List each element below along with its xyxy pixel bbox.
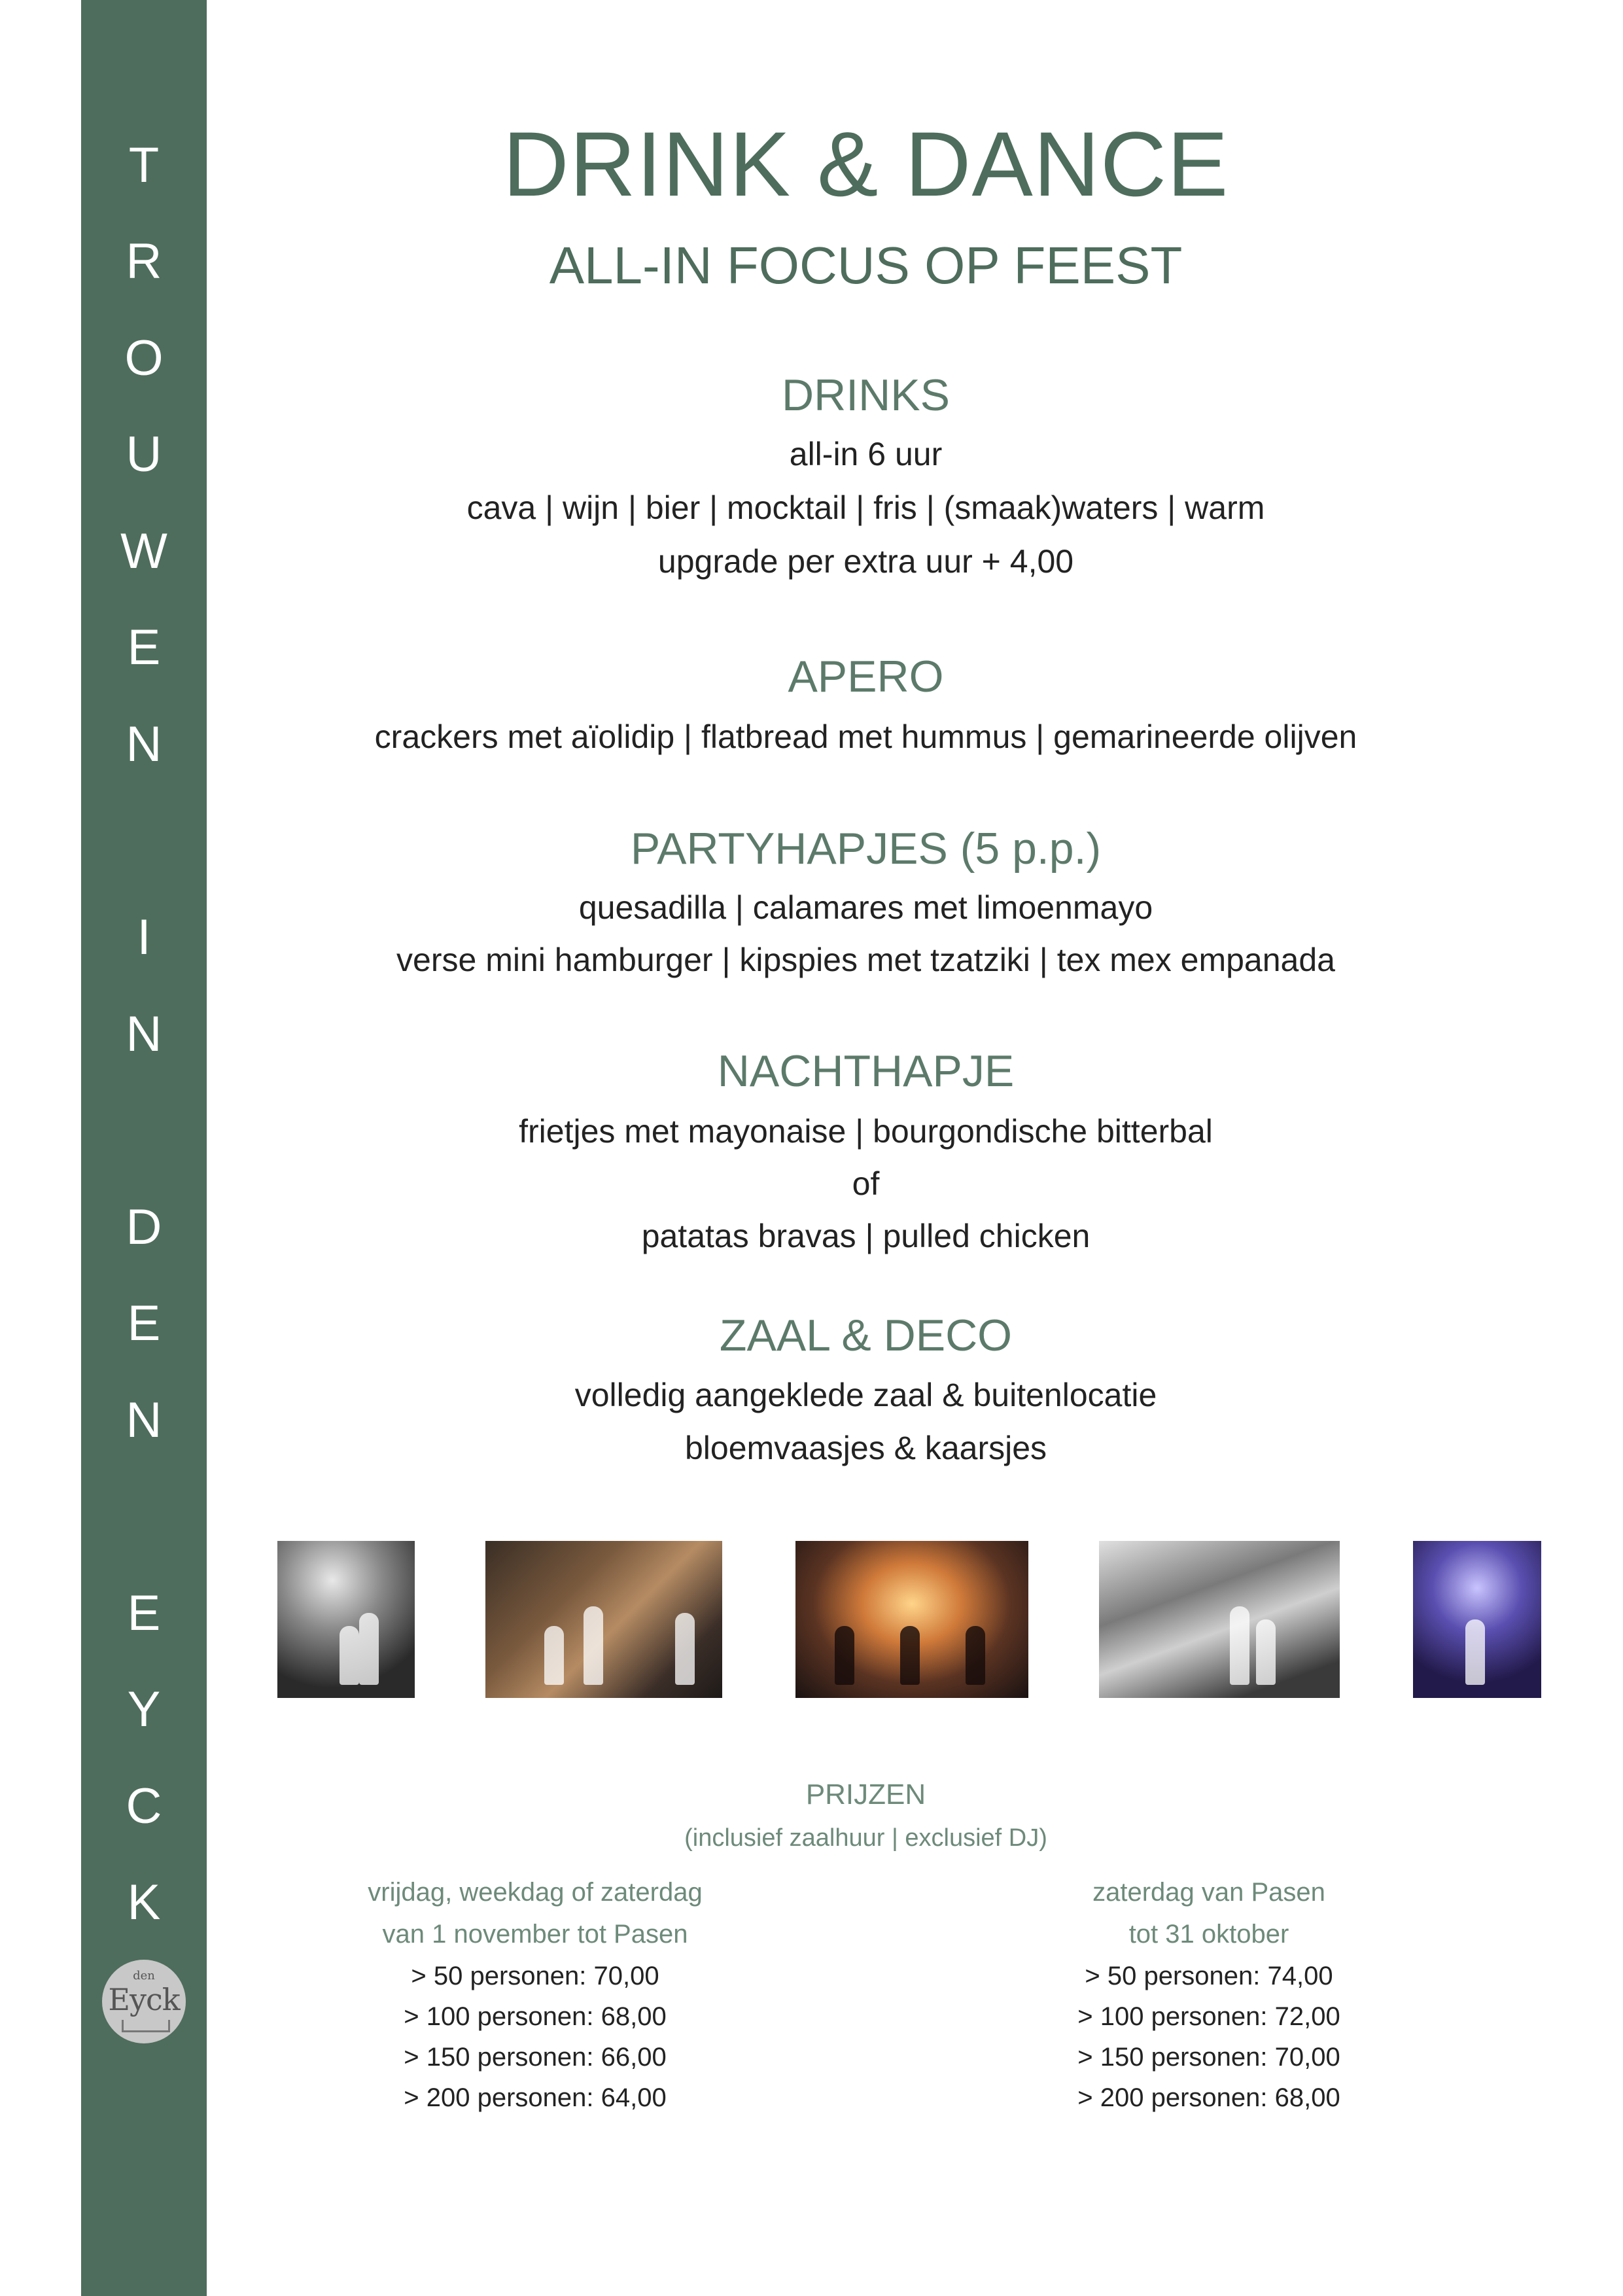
section-title-drinks: DRINKS <box>782 370 950 420</box>
section-line: of <box>852 1165 880 1202</box>
price-row: > 50 personen: 74,00 <box>1085 1962 1333 1990</box>
sidebar-letter: O <box>124 330 164 386</box>
section-line: verse mini hamburger | kipspies met tzatziki | tex mex empanada <box>396 942 1335 978</box>
section-line: volledig aangeklede zaal & buitenlocatie <box>574 1377 1157 1413</box>
page-title: DRINK & DANCE <box>502 113 1229 215</box>
photo-first-dance-bw <box>277 1541 415 1698</box>
sidebar-letter: Y <box>127 1682 161 1737</box>
sidebar-letter: I <box>137 910 151 965</box>
price-column-heading: zaterdag van Pasen <box>1092 1878 1325 1907</box>
price-row: > 50 personen: 70,00 <box>411 1962 659 1990</box>
section-line: bloemvaasjes & kaarsjes <box>684 1430 1047 1466</box>
logo-large-text: Eyck <box>108 1982 180 2017</box>
sidebar-letter: K <box>127 1875 161 1930</box>
prices-title: PRIJZEN <box>805 1778 926 1810</box>
price-column-high-season <box>1013 1878 1405 2124</box>
photo-wedding-dance-bw <box>1099 1541 1340 1698</box>
sidebar-letter: N <box>126 1006 162 1062</box>
sidebar-letter: U <box>126 427 162 482</box>
section-title-apero: APERO <box>788 652 944 701</box>
section-line: all-in 6 uur <box>789 436 943 472</box>
den-eyck-logo <box>102 1960 186 2043</box>
sidebar-letter: E <box>127 620 161 675</box>
logo-small-text: den <box>133 1969 155 1983</box>
section-line: upgrade per extra uur + 4,00 <box>657 543 1074 580</box>
price-column-heading: van 1 november tot Pasen <box>382 1920 688 1949</box>
photo-party-dancing <box>485 1541 722 1698</box>
section-line: cava | wijn | bier | mocktail | fris | (smaak)waters | warm <box>466 489 1265 526</box>
price-column-low-season <box>339 1878 731 2124</box>
sidebar-letter: D <box>126 1199 162 1255</box>
price-row: > 100 personen: 72,00 <box>1077 2002 1340 2031</box>
sidebar-letter: R <box>126 234 162 289</box>
sidebar <box>81 0 207 2296</box>
price-column-heading: vrijdag, weekdag of zaterdag <box>368 1878 703 1907</box>
sidebar-letter: T <box>128 137 160 193</box>
section-title-nachthapje: NACHTHAPJE <box>717 1046 1015 1096</box>
price-row: > 150 personen: 66,00 <box>404 2043 667 2072</box>
photo-concert-lights <box>795 1541 1028 1698</box>
sidebar-letter: N <box>126 716 162 772</box>
price-column-heading: tot 31 oktober <box>1128 1920 1289 1949</box>
sidebar-letter: C <box>126 1778 162 1834</box>
sidebar-letter: N <box>126 1392 162 1448</box>
prices-subtitle: (inclusief zaalhuur | exclusief DJ) <box>684 1824 1047 1852</box>
price-row: > 100 personen: 68,00 <box>404 2002 667 2031</box>
price-row: > 200 personen: 64,00 <box>404 2083 667 2112</box>
price-row: > 150 personen: 70,00 <box>1077 2043 1340 2072</box>
sidebar-letter: W <box>120 523 167 579</box>
section-title-zaal-deco: ZAAL & DECO <box>719 1311 1013 1360</box>
section-line: quesadilla | calamares met limoenmayo <box>578 889 1153 926</box>
price-row: > 200 personen: 68,00 <box>1077 2083 1340 2112</box>
house-icon <box>122 2020 170 2032</box>
section-line: patatas bravas | pulled chicken <box>641 1218 1091 1254</box>
sidebar-letter: E <box>127 1585 161 1641</box>
photo-couple-blue-light <box>1413 1541 1541 1698</box>
page-subtitle: ALL-IN FOCUS OP FEEST <box>549 236 1183 294</box>
section-line: frietjes met mayonaise | bourgondische bitterbal <box>519 1113 1213 1150</box>
section-title-partyhapjes: PARTYHAPJES (5 p.p.) <box>630 824 1102 874</box>
section-line: crackers met aïolidip | flatbread met hummus | gemarineerde olijven <box>374 718 1357 755</box>
sidebar-letter: E <box>127 1296 161 1351</box>
